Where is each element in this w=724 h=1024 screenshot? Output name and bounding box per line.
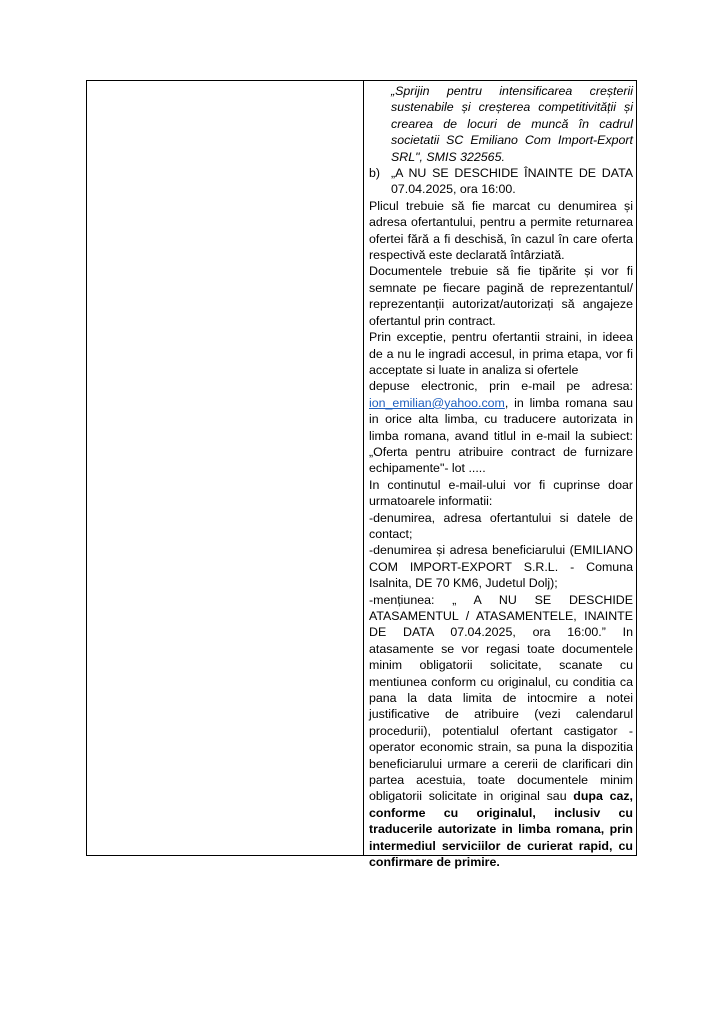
paragraph-depuse (369, 378, 633, 476)
depuse-text-before: depuse electronic, prin e-mail pe adresa: (369, 379, 633, 394)
line-denumirea-beneficiar: -denumirea și adresa beneficiarului (EMILIANO COM IMPORT-EXPORT S.R.L. - Comuna Isalnita, DE 70 KM6, Judetul Dolj); (369, 543, 633, 591)
depuse-text-after: , in limba romana sau in orice alta limba, cu traducere autorizata in limba romana, avand titlul in e-mail la subiect: „Oferta pentru atribuire contract de furnizare echipamente"- lot ..... (369, 395, 633, 476)
line-denumirea-ofertant: -denumirea, adresa ofertantului si datele de contact; (369, 510, 633, 541)
table-right-cell (369, 83, 633, 871)
mentiunea-text: -mențiunea: „ A NU SE DESCHIDE ATASAMENTUL / ATASAMENTELE, INAINTE DE DATA 07.04.2025, ora 16:00.” In atasamente se vor regasi toate documentele minim obligatorii solicitate, scanate cu mentiunea conform cu originalul, cu conditia ca pana la data limita de intocmire a notei justificative de atribuire (vezi calendarul procedurii), potentialul ofertant castigator - operator economic strain, sa puna la dispozitia beneficiarului urmare a cererii de clarificari din partea acestuia, toate documentele minim obligatorii solicitate in original sau (369, 592, 633, 804)
list-item-b-text: „A NU SE DESCHIDE ÎNAINTE DE DATA 07.04.2025, ora 16:00. (391, 166, 633, 197)
project-title-quote: „Sprijin pentru intensificarea creșterii sustenabile și creșterea competitivității și crearea de locuri de muncă în cadrul societatii SC Emiliano Com Import-Export SRL", SMIS 322565. (391, 84, 633, 164)
paragraph-continut: In continutul e-mail-ului vor fi cuprinse doar urmatoarele informatii: (369, 477, 633, 509)
paragraph-plicul: Plicul trebuie să fie marcat cu denumirea și adresa ofertantului, pentru a permite returnarea ofertei fără a fi deschisă, în cazul în care oferta respectivă este declarată întârziată. (369, 198, 633, 263)
content-table (86, 80, 637, 870)
paragraph-documentele: Documentele trebuie să fie tipărite și vor fi semnate pe fiecare pagină de reprezentantul/ reprezentanții autorizat/autorizați să angajeze ofertantul prin contract. (369, 264, 633, 328)
column-divider (363, 81, 364, 855)
mentiunea-bold-text: dupa caz, conforme cu originalul, inclusiv cu traducerile autorizate in limba romana, prin intermediul serviciilor de curierat rapid, cu confirmare de primire. (369, 789, 633, 870)
list-item-b (369, 165, 633, 198)
line-mentiunea (369, 592, 633, 871)
table-left-cell (87, 81, 363, 855)
email-link[interactable]: ion_emilian@yahoo.com (369, 395, 505, 410)
paragraph-exceptie: Prin exceptie, pentru ofertantii straini, in ideea de a nu le ingradi accesul, in prima etapa, vor fi acceptate si luate in analiza si ofertele (369, 330, 633, 377)
list-marker: b) (369, 166, 381, 181)
